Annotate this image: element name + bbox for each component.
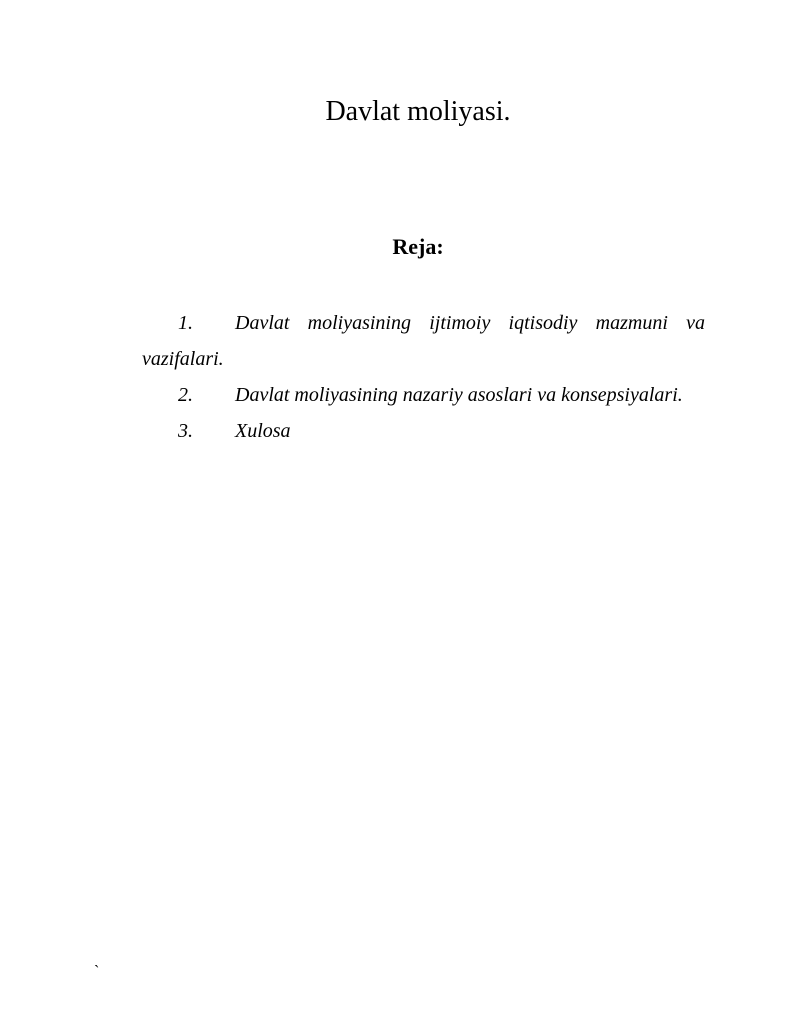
plan-item-2 — [142, 377, 705, 413]
plan-item-number: 1. — [178, 312, 193, 334]
plan-item-number: 3. — [178, 420, 193, 442]
footer-mark: ` — [94, 963, 100, 980]
plan-item-3 — [142, 413, 705, 449]
plan-heading: Reja: — [392, 234, 444, 259]
plan-item-text: Xulosa — [235, 420, 291, 442]
plan-list — [142, 305, 705, 449]
plan-item-1 — [142, 305, 705, 377]
plan-item-number: 2. — [178, 384, 193, 406]
plan-item-text: Davlat moliyasining nazariy asoslari va konsepsiyalari. — [235, 384, 683, 406]
plan-item-text: Davlat moliyasining ijtimoiy iqtisodiy mazmuni va vazifalari. — [142, 312, 705, 370]
document-title: Davlat moliyasi. — [325, 96, 511, 127]
